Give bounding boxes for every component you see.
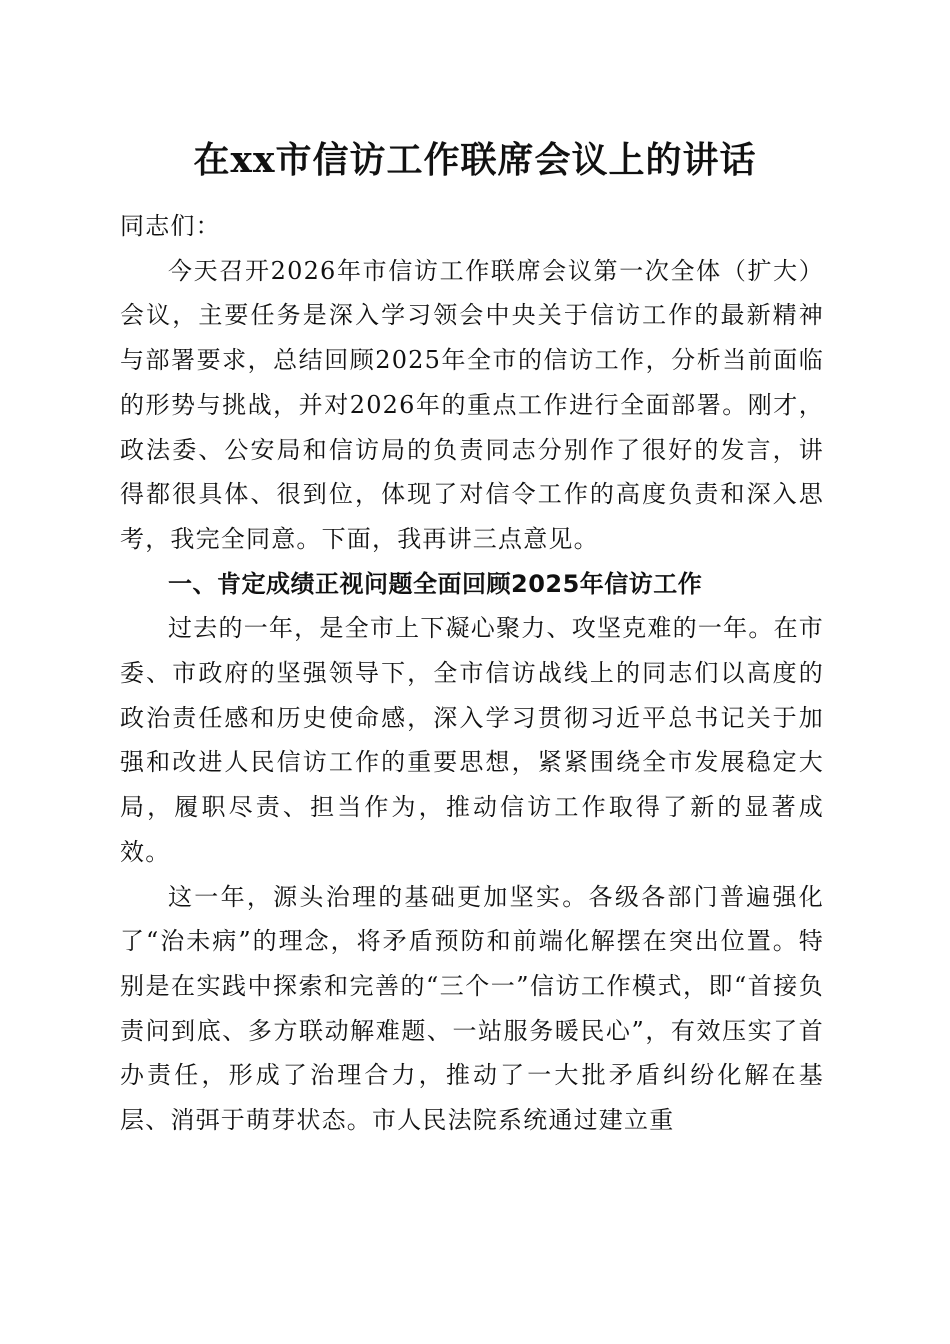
document-body bbox=[120, 204, 824, 1143]
document-title: 在xx市信访工作联席会议上的讲话 bbox=[193, 139, 757, 181]
paragraph-review: 过去的一年，是全市上下凝心聚力、攻坚克难的一年。在市委、市政府的坚强领导下，全市信访战线上的同志们以高度的政治责任感和历史使命感，深入学习贯彻习近平总书记关于加强和改进人民信访工作的重要思想，紧紧围绕全市发展稳定大局，履职尽责、担当作为，推动信访工作取得了新的显著成效。 bbox=[120, 614, 824, 866]
section-heading: 一、肯定成绩正视问题全面回顾2025年信访工作 bbox=[168, 569, 703, 598]
paragraph-intro: 今天召开2026年市信访工作联席会议第一次全体（扩大）会议，主要任务是深入学习领会中央关于信访工作的最新精神与部署要求，总结回顾2025年全市的信访工作，分析当前面临的形势与挑战，并对2026年的重点工作进行全面部署。刚才，政法委、公安局和信访局的负责同志分别作了很好的发言，讲得都很具体、很到位，体现了对信令工作的高度负责和深入思考，我完全同意。下面，我再讲三点意见。 bbox=[120, 256, 824, 553]
salutation: 同志们： bbox=[120, 212, 221, 240]
paragraph-source-governance: 这一年，源头治理的基础更加坚实。各级各部门普遍强化了“治未病”的理念，将矛盾预防和前端化解摆在突出位置。特别是在实践中探索和完善的“三个一”信访工作模式，即“首接负责问到底、多方联动解难题、一站服务暖民心”，有效压实了首办责任，形成了治理合力，推动了一大批矛盾纠纷化解在基层、消弭于萌芽状态。市人民法院系统通过建立重 bbox=[120, 882, 824, 1135]
